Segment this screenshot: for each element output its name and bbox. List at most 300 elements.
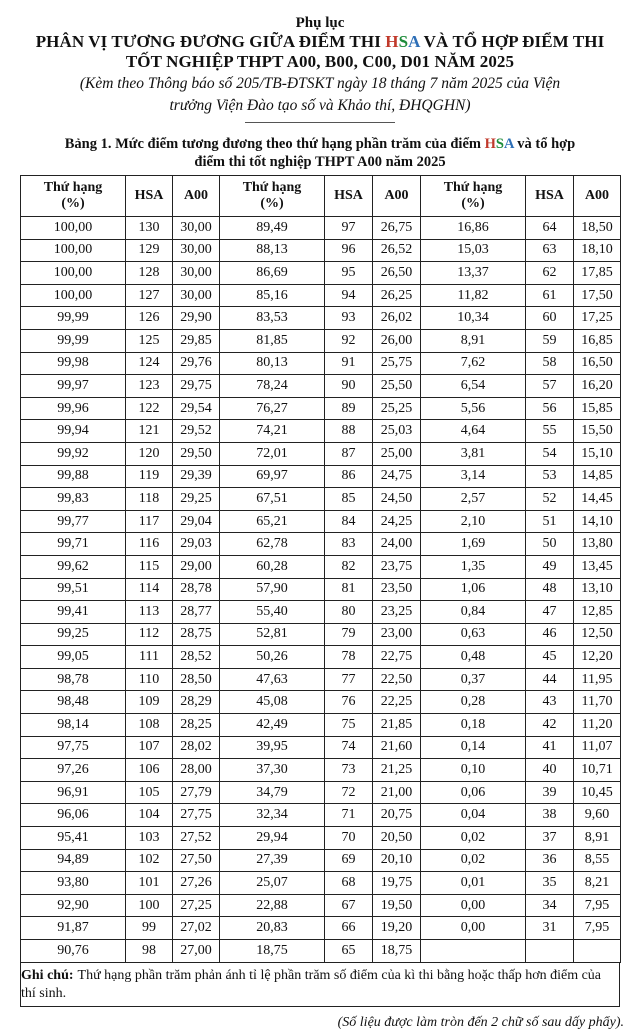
- hsa-cell: 53: [526, 465, 574, 488]
- hsa-letter-a: A: [408, 32, 420, 51]
- a00-cell: 7,95: [574, 894, 621, 917]
- rank-cell: 0,06: [421, 781, 526, 804]
- rank-cell: 99,62: [21, 555, 126, 578]
- a00-cell: 20,10: [373, 849, 421, 872]
- a00-cell: 30,00: [173, 239, 220, 262]
- table-header-row: [21, 176, 621, 217]
- a00-cell: 25,03: [373, 420, 421, 443]
- table-title: [0, 135, 640, 171]
- rank-cell: 22,88: [220, 894, 325, 917]
- a00-cell: 29,04: [173, 510, 220, 533]
- equivalence-table: [20, 175, 621, 963]
- hsa-cell: 56: [526, 397, 574, 420]
- rank-cell: 99,97: [21, 375, 126, 398]
- rank-cell: 57,90: [220, 578, 325, 601]
- rank-header-line-1: Thứ hạng: [443, 180, 503, 195]
- rank-cell: 95,41: [21, 827, 126, 850]
- hsa-cell: 74: [325, 736, 373, 759]
- rank-cell: 0,37: [421, 668, 526, 691]
- hsa-cell: [526, 940, 574, 963]
- rank-cell: 88,13: [220, 239, 325, 262]
- rank-cell: 99,05: [21, 646, 126, 669]
- hsa-cell: 126: [126, 307, 173, 330]
- hsa-cell: 98: [126, 940, 173, 963]
- a00-cell: 18,10: [574, 239, 621, 262]
- rank-cell: 55,40: [220, 601, 325, 624]
- rank-cell: 99,83: [21, 488, 126, 511]
- rank-cell: 0,01: [421, 872, 526, 895]
- rank-cell: 100,00: [21, 262, 126, 285]
- header-note-line-1: (Kèm theo Thông báo số 205/TB-ĐTSKT ngày 18 tháng 7 năm 2025 của Viện: [79, 75, 561, 92]
- rank-cell: 0,18: [421, 714, 526, 737]
- a00-cell: 18,50: [574, 217, 621, 240]
- hsa-cell: 67: [325, 894, 373, 917]
- table-row: [21, 849, 621, 872]
- a00-cell: 14,45: [574, 488, 621, 511]
- rank-cell: 99,41: [21, 601, 126, 624]
- a00-cell: 28,02: [173, 736, 220, 759]
- a00-cell: 25,50: [373, 375, 421, 398]
- hsa-cell: 86: [325, 465, 373, 488]
- a00-cell: 23,25: [373, 601, 421, 624]
- hsa-cell: 79: [325, 623, 373, 646]
- rank-cell: 32,34: [220, 804, 325, 827]
- hsa-cell: 44: [526, 668, 574, 691]
- a00-cell: 19,75: [373, 872, 421, 895]
- rank-cell: 0,10: [421, 759, 526, 782]
- table-row: [21, 465, 621, 488]
- rank-cell: 99,25: [21, 623, 126, 646]
- a00-cell: 17,25: [574, 307, 621, 330]
- hsa-cell: 66: [325, 917, 373, 940]
- a00-cell: 10,71: [574, 759, 621, 782]
- hsa-cell: 91: [325, 352, 373, 375]
- a00-cell: 19,50: [373, 894, 421, 917]
- table-row: [21, 827, 621, 850]
- rank-cell: 13,37: [421, 262, 526, 285]
- rank-cell: 81,85: [220, 329, 325, 352]
- table-row: [21, 623, 621, 646]
- rank-cell: 7,62: [421, 352, 526, 375]
- rank-cell: 98,14: [21, 714, 126, 737]
- rank-cell: [421, 940, 526, 963]
- a00-cell: 27,25: [173, 894, 220, 917]
- table-row: [21, 397, 621, 420]
- rank-cell: 0,28: [421, 691, 526, 714]
- a00-cell: 13,80: [574, 533, 621, 556]
- table-title-line-1: [0, 135, 640, 153]
- a00-cell: 25,25: [373, 397, 421, 420]
- rank-cell: 78,24: [220, 375, 325, 398]
- a00-cell: 28,52: [173, 646, 220, 669]
- hsa-cell: 112: [126, 623, 173, 646]
- hsa-cell: 43: [526, 691, 574, 714]
- hsa-cell: 31: [526, 917, 574, 940]
- hsa-cell: 68: [325, 872, 373, 895]
- table-row: [21, 668, 621, 691]
- rank-cell: 3,81: [421, 442, 526, 465]
- rank-cell: 97,26: [21, 759, 126, 782]
- table-hsa-letter-a: A: [503, 136, 514, 152]
- rank-cell: 94,89: [21, 849, 126, 872]
- a00-cell: 12,50: [574, 623, 621, 646]
- a00-cell: 26,02: [373, 307, 421, 330]
- rank-cell: 0,00: [421, 894, 526, 917]
- rank-cell: 100,00: [21, 217, 126, 240]
- table-note: [20, 963, 620, 1007]
- a00-cell: 28,50: [173, 668, 220, 691]
- rank-cell: 4,64: [421, 420, 526, 443]
- rank-cell: 0,48: [421, 646, 526, 669]
- hsa-cell: 70: [325, 827, 373, 850]
- rank-cell: 99,71: [21, 533, 126, 556]
- table-row: [21, 420, 621, 443]
- hsa-cell: 111: [126, 646, 173, 669]
- a00-cell: 15,85: [574, 397, 621, 420]
- rank-cell: 99,99: [21, 329, 126, 352]
- a00-cell: 24,25: [373, 510, 421, 533]
- title-prefix: PHÂN VỊ TƯƠNG ĐƯƠNG GIỮA ĐIỂM THI: [35, 32, 386, 51]
- hsa-cell: 114: [126, 578, 173, 601]
- a00-cell: 26,00: [373, 329, 421, 352]
- rank-cell: 97,75: [21, 736, 126, 759]
- table-row: [21, 917, 621, 940]
- a00-cell: 12,85: [574, 601, 621, 624]
- rank-header-line-2: (%): [260, 196, 284, 211]
- hsa-cell: 64: [526, 217, 574, 240]
- column-header-rank: [421, 176, 526, 217]
- a00-cell: 29,85: [173, 329, 220, 352]
- a00-cell: 24,00: [373, 533, 421, 556]
- a00-cell: 14,10: [574, 510, 621, 533]
- a00-cell: 9,60: [574, 804, 621, 827]
- a00-cell: 27,00: [173, 940, 220, 963]
- hsa-cell: 100: [126, 894, 173, 917]
- hsa-cell: 76: [325, 691, 373, 714]
- rank-cell: 8,91: [421, 329, 526, 352]
- a00-cell: 23,00: [373, 623, 421, 646]
- rank-cell: 2,10: [421, 510, 526, 533]
- rank-cell: 45,08: [220, 691, 325, 714]
- rank-cell: 15,03: [421, 239, 526, 262]
- rank-cell: 99,98: [21, 352, 126, 375]
- rank-cell: 39,95: [220, 736, 325, 759]
- hsa-cell: 124: [126, 352, 173, 375]
- a00-cell: 29,50: [173, 442, 220, 465]
- a00-cell: 15,10: [574, 442, 621, 465]
- rank-cell: 98,78: [21, 668, 126, 691]
- rank-cell: 93,80: [21, 872, 126, 895]
- rank-cell: 50,26: [220, 646, 325, 669]
- hsa-cell: 41: [526, 736, 574, 759]
- table-hsa-letter-s: S: [495, 136, 504, 152]
- rank-cell: 0,63: [421, 623, 526, 646]
- table-row: [21, 352, 621, 375]
- hsa-cell: 102: [126, 849, 173, 872]
- hsa-cell: 81: [325, 578, 373, 601]
- rank-cell: 90,76: [21, 940, 126, 963]
- hsa-cell: 105: [126, 781, 173, 804]
- column-header-a00: A00: [574, 176, 621, 217]
- a00-cell: 7,95: [574, 917, 621, 940]
- a00-cell: 27,26: [173, 872, 220, 895]
- table-body: [21, 217, 621, 963]
- a00-cell: 12,20: [574, 646, 621, 669]
- rank-cell: 52,81: [220, 623, 325, 646]
- a00-cell: 22,25: [373, 691, 421, 714]
- note-text: Thứ hạng phần trăm phản ánh tỉ lệ phần trăm số điểm của kì thi bằng hoặc thấp hơn điểm của thí sinh.: [21, 967, 602, 1001]
- rank-cell: 42,49: [220, 714, 325, 737]
- a00-cell: 8,21: [574, 872, 621, 895]
- a00-cell: 10,45: [574, 781, 621, 804]
- hsa-cell: 42: [526, 714, 574, 737]
- table-title-suffix: và tổ hợp: [513, 136, 576, 152]
- a00-cell: 29,90: [173, 307, 220, 330]
- a00-cell: 21,00: [373, 781, 421, 804]
- hsa-cell: 113: [126, 601, 173, 624]
- table-row: [21, 578, 621, 601]
- appendix-label: Phụ lục: [295, 15, 345, 31]
- a00-cell: 29,75: [173, 375, 220, 398]
- a00-cell: 20,50: [373, 827, 421, 850]
- rank-cell: 99,92: [21, 442, 126, 465]
- hsa-cell: 108: [126, 714, 173, 737]
- hsa-cell: 129: [126, 239, 173, 262]
- hsa-cell: 54: [526, 442, 574, 465]
- hsa-cell: 121: [126, 420, 173, 443]
- hsa-cell: 84: [325, 510, 373, 533]
- note-label: Ghi chú:: [21, 967, 74, 983]
- hsa-cell: 122: [126, 397, 173, 420]
- a00-cell: 26,25: [373, 284, 421, 307]
- hsa-cell: 62: [526, 262, 574, 285]
- a00-cell: 28,78: [173, 578, 220, 601]
- a00-cell: 21,85: [373, 714, 421, 737]
- hsa-cell: 39: [526, 781, 574, 804]
- hsa-cell: 46: [526, 623, 574, 646]
- hsa-cell: 116: [126, 533, 173, 556]
- a00-cell: 21,25: [373, 759, 421, 782]
- hsa-cell: 57: [526, 375, 574, 398]
- a00-cell: 27,79: [173, 781, 220, 804]
- rank-header-line-1: Thứ hạng: [43, 180, 103, 195]
- table-row: [21, 691, 621, 714]
- hsa-cell: 94: [325, 284, 373, 307]
- rank-cell: 99,77: [21, 510, 126, 533]
- a00-cell: 30,00: [173, 217, 220, 240]
- table-row: [21, 307, 621, 330]
- a00-cell: 16,85: [574, 329, 621, 352]
- table-row: [21, 442, 621, 465]
- a00-cell: 24,50: [373, 488, 421, 511]
- rank-cell: 96,91: [21, 781, 126, 804]
- document-title-line-2: TỐT NGHIỆP THPT A00, B00, C00, D01 NĂM 2025: [125, 52, 515, 71]
- table-row: [21, 601, 621, 624]
- rank-header-line-1: Thứ hạng: [242, 180, 302, 195]
- a00-cell: 11,07: [574, 736, 621, 759]
- hsa-cell: 93: [325, 307, 373, 330]
- table-row: [21, 804, 621, 827]
- a00-cell: 8,55: [574, 849, 621, 872]
- rank-cell: 1,69: [421, 533, 526, 556]
- column-header-hsa: HSA: [126, 176, 173, 217]
- rank-cell: 1,06: [421, 578, 526, 601]
- hsa-letter-s: S: [398, 32, 409, 51]
- a00-cell: 28,77: [173, 601, 220, 624]
- hsa-cell: 88: [325, 420, 373, 443]
- rank-cell: 0,00: [421, 917, 526, 940]
- rank-cell: 0,04: [421, 804, 526, 827]
- hsa-cell: 89: [325, 397, 373, 420]
- a00-cell: 26,50: [373, 262, 421, 285]
- rank-cell: 99,88: [21, 465, 126, 488]
- hsa-cell: 45: [526, 646, 574, 669]
- hsa-letter-h: H: [385, 32, 399, 51]
- rank-cell: 100,00: [21, 284, 126, 307]
- a00-cell: 13,45: [574, 555, 621, 578]
- rank-cell: 20,83: [220, 917, 325, 940]
- a00-cell: 29,03: [173, 533, 220, 556]
- table-row: [21, 781, 621, 804]
- table-row: [21, 375, 621, 398]
- rank-cell: 65,21: [220, 510, 325, 533]
- hsa-cell: 110: [126, 668, 173, 691]
- rank-cell: 62,78: [220, 533, 325, 556]
- table-row: [21, 646, 621, 669]
- a00-cell: 28,00: [173, 759, 220, 782]
- a00-cell: 11,20: [574, 714, 621, 737]
- hsa-cell: 75: [325, 714, 373, 737]
- rank-cell: 74,21: [220, 420, 325, 443]
- rank-cell: 0,02: [421, 849, 526, 872]
- rank-cell: 0,84: [421, 601, 526, 624]
- hsa-cell: 119: [126, 465, 173, 488]
- rank-cell: 1,35: [421, 555, 526, 578]
- rank-cell: 6,54: [421, 375, 526, 398]
- table-row: [21, 533, 621, 556]
- hsa-cell: 90: [325, 375, 373, 398]
- hsa-cell: 47: [526, 601, 574, 624]
- a00-cell: 17,85: [574, 262, 621, 285]
- a00-cell: 16,50: [574, 352, 621, 375]
- hsa-cell: 123: [126, 375, 173, 398]
- hsa-cell: 104: [126, 804, 173, 827]
- header-note-line-2: trưởng Viện Đào tạo số và Khảo thí, ĐHQGHN): [169, 97, 471, 114]
- document-title-line-1: [0, 32, 640, 52]
- a00-cell: 13,10: [574, 578, 621, 601]
- hsa-cell: 49: [526, 555, 574, 578]
- a00-cell: 25,00: [373, 442, 421, 465]
- hsa-cell: 34: [526, 894, 574, 917]
- table-row: [21, 488, 621, 511]
- hsa-cell: 36: [526, 849, 574, 872]
- rank-cell: 10,34: [421, 307, 526, 330]
- hsa-cell: 52: [526, 488, 574, 511]
- rank-cell: 89,49: [220, 217, 325, 240]
- table-row: [21, 714, 621, 737]
- rank-cell: 0,02: [421, 827, 526, 850]
- hsa-cell: 78: [325, 646, 373, 669]
- a00-cell: 27,02: [173, 917, 220, 940]
- rank-cell: 76,27: [220, 397, 325, 420]
- hsa-cell: 87: [325, 442, 373, 465]
- rank-cell: 37,30: [220, 759, 325, 782]
- table-row: [21, 894, 621, 917]
- hsa-cell: 106: [126, 759, 173, 782]
- a00-cell: 26,52: [373, 239, 421, 262]
- a00-cell: 11,70: [574, 691, 621, 714]
- a00-cell: [574, 940, 621, 963]
- rank-cell: 100,00: [21, 239, 126, 262]
- rank-cell: 16,86: [421, 217, 526, 240]
- a00-cell: 20,75: [373, 804, 421, 827]
- hsa-cell: 85: [325, 488, 373, 511]
- a00-cell: 22,50: [373, 668, 421, 691]
- rank-cell: 0,14: [421, 736, 526, 759]
- hsa-cell: 38: [526, 804, 574, 827]
- hsa-cell: 120: [126, 442, 173, 465]
- hsa-cell: 77: [325, 668, 373, 691]
- table-title-line-2: điểm thi tốt nghiệp THPT A00 năm 2025: [194, 154, 446, 170]
- hsa-cell: 109: [126, 691, 173, 714]
- hsa-cell: 99: [126, 917, 173, 940]
- rank-cell: 86,69: [220, 262, 325, 285]
- table-row: [21, 239, 621, 262]
- a00-cell: 22,75: [373, 646, 421, 669]
- rank-cell: 18,75: [220, 940, 325, 963]
- hsa-cell: 50: [526, 533, 574, 556]
- rank-cell: 99,99: [21, 307, 126, 330]
- hsa-cell: 101: [126, 872, 173, 895]
- a00-cell: 18,75: [373, 940, 421, 963]
- hsa-cell: 73: [325, 759, 373, 782]
- hsa-cell: 82: [325, 555, 373, 578]
- rank-cell: 60,28: [220, 555, 325, 578]
- a00-cell: 8,91: [574, 827, 621, 850]
- table-hsa-letter-h: H: [484, 136, 496, 152]
- rank-cell: 2,57: [421, 488, 526, 511]
- a00-cell: 23,75: [373, 555, 421, 578]
- rounding-footnote: (Số liệu được làm tròn đến 2 chữ số sau dấy phẩy).: [337, 1014, 624, 1030]
- hsa-cell: 37: [526, 827, 574, 850]
- hsa-cell: 72: [325, 781, 373, 804]
- rank-cell: 5,56: [421, 397, 526, 420]
- table-row: [21, 872, 621, 895]
- column-header-hsa: HSA: [325, 176, 373, 217]
- hsa-cell: 58: [526, 352, 574, 375]
- rank-cell: 99,94: [21, 420, 126, 443]
- rank-cell: 47,63: [220, 668, 325, 691]
- rank-cell: 80,13: [220, 352, 325, 375]
- a00-cell: 29,25: [173, 488, 220, 511]
- a00-cell: 28,29: [173, 691, 220, 714]
- hsa-cell: 127: [126, 284, 173, 307]
- a00-cell: 29,52: [173, 420, 220, 443]
- rank-cell: 25,07: [220, 872, 325, 895]
- table-row: [21, 759, 621, 782]
- a00-cell: 29,54: [173, 397, 220, 420]
- rank-cell: 91,87: [21, 917, 126, 940]
- hsa-cell: 60: [526, 307, 574, 330]
- hsa-cell: 96: [325, 239, 373, 262]
- rank-cell: 92,90: [21, 894, 126, 917]
- a00-cell: 27,75: [173, 804, 220, 827]
- a00-cell: 28,25: [173, 714, 220, 737]
- rank-cell: 85,16: [220, 284, 325, 307]
- table-row: [21, 555, 621, 578]
- rank-cell: 34,79: [220, 781, 325, 804]
- hsa-cell: 97: [325, 217, 373, 240]
